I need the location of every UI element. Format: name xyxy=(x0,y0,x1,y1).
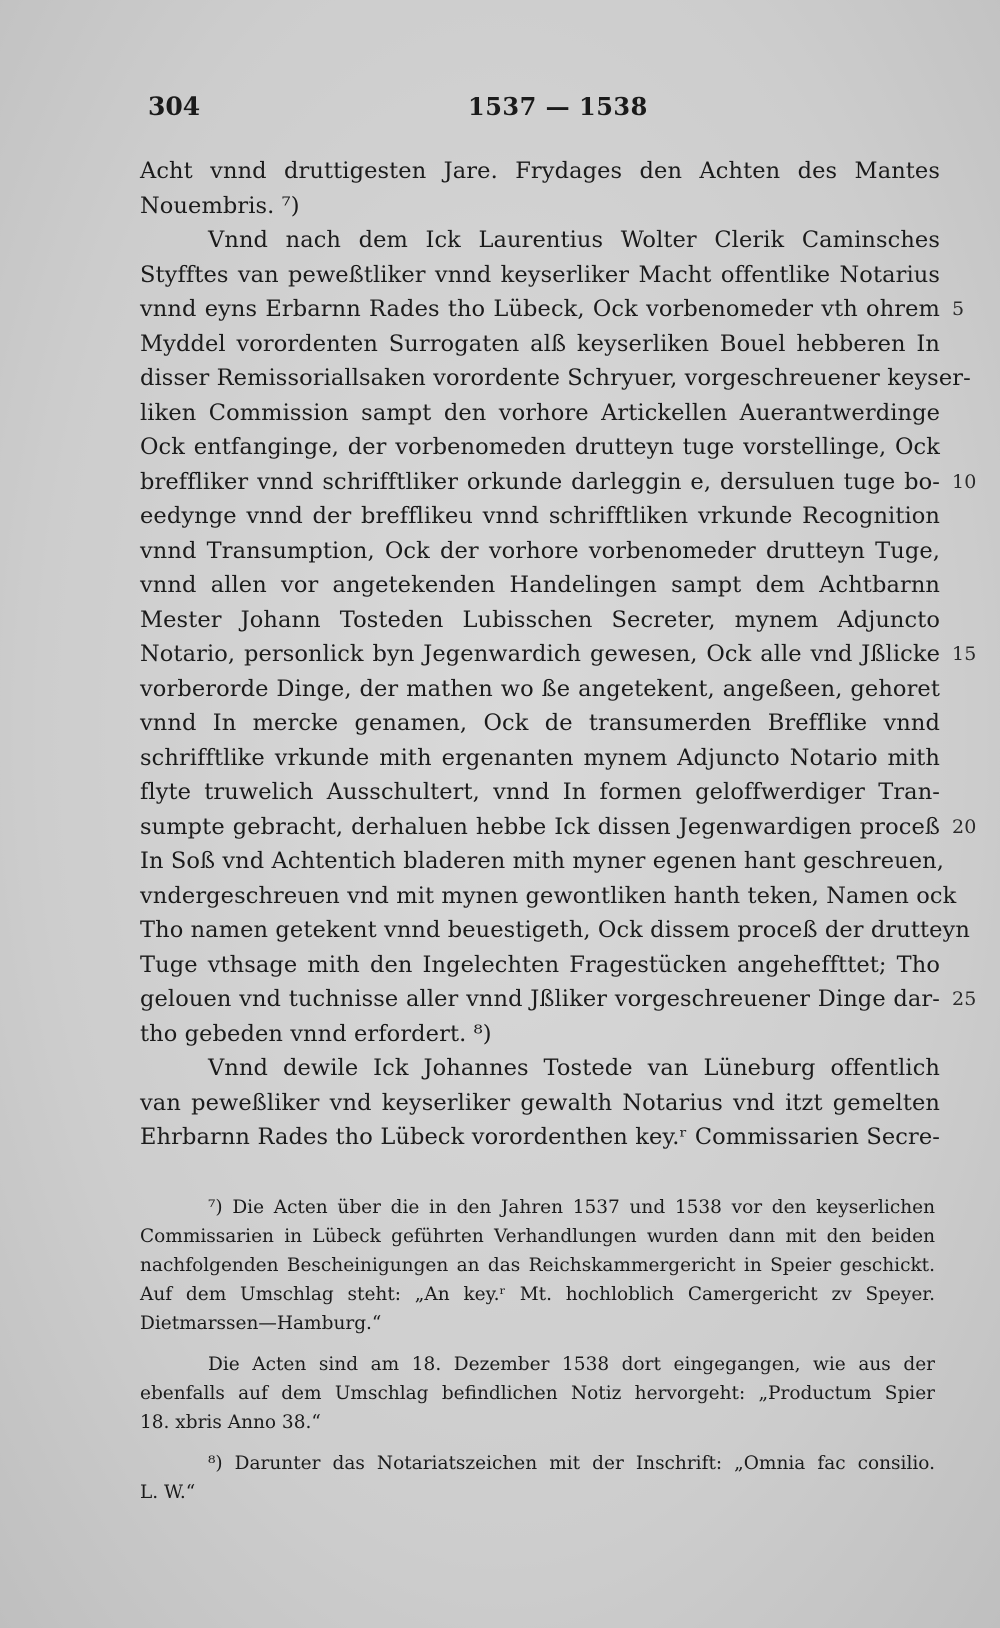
footnote-gap xyxy=(140,1437,935,1449)
footnote-line: Die Acten sind am 18. Dezember 1538 dort eingegangen, wie aus der xyxy=(208,1354,935,1375)
text-line xyxy=(140,706,940,741)
footnote xyxy=(140,1449,935,1507)
text-line-content: Vnnd nach dem Ick Laurentius Wolter Clerik Caminsches xyxy=(208,227,940,253)
text-line xyxy=(140,1051,940,1086)
text-line-content: van peweßliker vnd keyserliker gewalth Notarius vnd itzt gemelten xyxy=(140,1089,940,1116)
text-line xyxy=(140,810,977,845)
footnote-line: Commissarien in Lübeck geführten Verhandlungen wurden dann mit den beiden xyxy=(140,1226,935,1247)
text-line xyxy=(140,1086,940,1121)
text-line-content: vorberorde Dinge, der mathen wo ße angetekent, angeßeen, gehoret xyxy=(140,675,940,702)
text-line-content: In Soß vnd Achtentich bladeren mith myner egenen hant geschreuen, xyxy=(140,848,944,874)
text-line xyxy=(140,292,965,327)
text-line xyxy=(140,844,944,879)
text-line xyxy=(140,879,957,914)
footnote-line: ⁸) Darunter das Notariatszeichen mit der Inschrift: „Omnia fac consilio. xyxy=(208,1453,935,1474)
text-line-content: Notario, personlick byn Jegenwardich gewesen, Ock alle vnd Jßlicke xyxy=(140,641,940,667)
text-line-content: gelouen vnd tuchnisse aller vnnd Jßliker vorgeschreuener Dinge dar- xyxy=(140,986,940,1012)
text-line-content: Nouembris. ⁷) xyxy=(140,192,300,219)
text-line-content: Tho namen getekent vnnd beuestigeth, Ock dissem proceß der drutteyn xyxy=(140,917,970,943)
footnote xyxy=(140,1193,935,1338)
text-line xyxy=(140,361,971,396)
text-line xyxy=(140,1120,940,1155)
text-line-content: Myddel vorordenten Surrogaten alß keyserliken Bouel hebberen In xyxy=(140,330,940,357)
text-line xyxy=(140,258,940,293)
footnote-line: Auf dem Umschlag steht: „An key.ʳ Mt. hochloblich Camergericht zv Speyer. xyxy=(140,1284,935,1305)
text-line-content: vnnd In mercke genamen, Ock de transumerden Brefflike vnnd xyxy=(140,710,940,736)
text-line-content: Mester Johann Tosteden Lubisschen Secreter, mynem Adjuncto xyxy=(140,606,940,633)
footnote xyxy=(140,1350,935,1437)
footnote-line: Dietmarssen—Hamburg.“ xyxy=(140,1313,382,1334)
text-line-content: Tuge vthsage mith den Ingelechten Fragestücken angeheffttet; Tho xyxy=(140,951,940,978)
footnotes xyxy=(140,1193,935,1507)
page-header xyxy=(148,92,938,132)
text-line xyxy=(140,672,940,707)
text-line xyxy=(140,327,940,362)
text-line xyxy=(140,154,940,189)
line-number: 20 xyxy=(952,815,977,838)
text-line xyxy=(140,189,940,224)
text-line-content: Vnnd dewile Ick Johannes Tostede van Lüneburg offentlich xyxy=(208,1055,940,1081)
text-line xyxy=(140,948,940,983)
text-line xyxy=(140,534,940,569)
footnote-line: ebenfalls auf dem Umschlag befindlichen Notiz hervorgeht: „Productum Spier xyxy=(140,1383,935,1404)
page-number: 304 xyxy=(148,92,201,121)
text-line xyxy=(140,465,977,500)
text-line-content: flyte truwelich Ausschultert, vnnd In formen geloffwerdiger Tran- xyxy=(140,779,940,805)
text-line-content: vndergeschreuen vnd mit mynen gewontliken hanth teken, Namen ock xyxy=(140,882,957,909)
text-line-content: eedynge vnnd der brefflikeu vnnd schrifftliken vrkunde Recognition xyxy=(140,503,940,529)
text-line xyxy=(140,913,970,948)
text-line-content: liken Commission sampt den vorhore Artickellen Auerantwerdinge xyxy=(140,399,940,426)
line-number: 5 xyxy=(952,298,965,320)
text-line xyxy=(140,603,940,638)
text-line xyxy=(140,741,940,776)
text-line-content: vnnd eyns Erbarnn Rades tho Lübeck, Ock vorbenomeder vth ohrem xyxy=(140,296,940,322)
line-number: 15 xyxy=(952,643,977,665)
line-number: 10 xyxy=(952,470,977,493)
text-line-content: Styfftes van peweßtliker vnnd keyserliker Macht offentlike Notarius xyxy=(140,261,940,288)
text-line-content: schrifftlike vrkunde mith ergenanten mynem Adjuncto Notario mith xyxy=(140,744,940,771)
main-text xyxy=(140,154,977,1155)
text-line-content: vnnd allen vor angetekenden Handelingen sampt dem Achtbarnn xyxy=(140,572,940,598)
text-line xyxy=(140,1017,940,1052)
text-line-content: disser Remissoriallsaken vorordente Schryuer, vorgeschreuener keyser- xyxy=(140,365,971,391)
text-line xyxy=(140,982,977,1017)
footnote-line: L. W.“ xyxy=(140,1482,196,1503)
line-number: 25 xyxy=(952,988,977,1010)
footnote-line: nachfolgenden Bescheinigungen an das Reichskammergericht in Speier geschickt. xyxy=(140,1255,935,1276)
text-line-content: Acht vnnd druttigesten Jare. Frydages den Achten des Mantes xyxy=(140,158,940,184)
running-head: 1537 — 1538 xyxy=(468,92,648,121)
text-line-content: Ehrbarnn Rades tho Lübeck vorordenthen key.ʳ Commissarien Secre- xyxy=(140,1124,940,1150)
footnote-line: 18. xbris Anno 38.“ xyxy=(140,1412,321,1433)
text-line xyxy=(140,568,940,603)
text-line xyxy=(140,430,940,465)
text-line-content: tho gebeden vnnd erfordert. ⁸) xyxy=(140,1020,492,1047)
text-line xyxy=(140,499,940,534)
text-line-content: vnnd Transumption, Ock der vorhore vorbenomeder drutteyn Tuge, xyxy=(140,537,940,564)
text-line xyxy=(140,223,940,258)
text-line-content: sumpte gebracht, derhaluen hebbe Ick dissen Jegenwardigen proceß xyxy=(140,813,940,840)
text-line xyxy=(140,396,940,431)
footnote-gap xyxy=(140,1338,935,1350)
footnote-line: ⁷) Die Acten über die in den Jahren 1537 und 1538 vor den keyserlichen xyxy=(208,1197,935,1218)
text-line xyxy=(140,637,977,672)
text-line xyxy=(140,775,940,810)
text-line-content: breffliker vnnd schrifftliker orkunde darleggin e, dersuluen tuge bo- xyxy=(140,468,940,495)
text-line-content: Ock entfanginge, der vorbenomeden drutteyn tuge vorstellinge, Ock xyxy=(140,434,940,460)
